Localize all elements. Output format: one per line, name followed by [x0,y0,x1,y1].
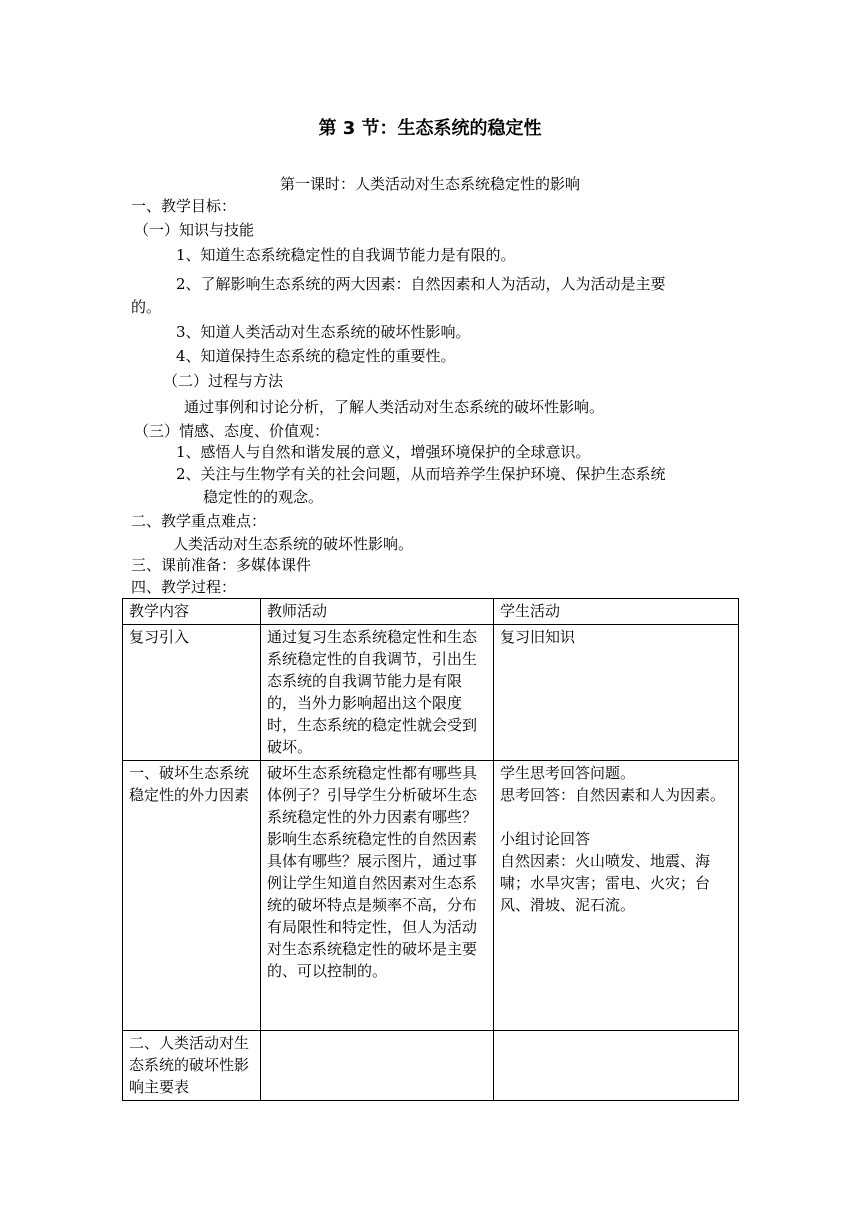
row-1-content: 复习引入 [123,625,261,761]
knowledge-item-2-line-2: 的。 [131,298,162,316]
values-item-2-line-1: 2、关注与生物学有关的社会问题，从而培养学生保护环境、保护生态系统 [176,465,666,483]
row-3-content: 二、人类活动对生态系统的破坏性影响主要表 [123,1031,261,1101]
row-2-student-paragraph-4: 自然因素：火山喷发、地震、海啸；水旱灾害；雷电、火灾；台风、滑坡、泥石流。 [500,852,711,914]
section-1-subheading-process: （二）过程与方法 [163,372,284,390]
row-2-teacher-paragraph-2: 影响生态系统稳定性的自然因素具体有哪些？展示图片，通过事例让学生知道自然因素对生态系统的破坏特点是频率不高，分布有局限性和特定性，但人为活动对生态系统稳定性的破坏是主要的、可以控制的。 [267,830,478,980]
section-1-subheading-knowledge: （一）知识与技能 [134,221,255,239]
table-header-row [123,599,739,625]
row-1-student: 复习旧知识 [494,625,739,761]
table-row [123,761,739,1031]
knowledge-item-3: 3、知道人类活动对生态系统的破坏性影响。 [176,323,471,341]
row-3-student [494,1031,739,1101]
lesson-subtitle: 第一课时：人类活动对生态系统稳定性的影响 [279,175,580,193]
process-text: 通过事例和讨论分析，了解人类活动对生态系统的破坏性影响。 [184,398,605,416]
row-2-student-paragraph-2: 思考回答：自然因素和人为因素。 [500,786,726,804]
header-student-activity: 学生活动 [494,599,739,625]
row-3-teacher [261,1031,494,1101]
values-item-1: 1、感悟人与自然和谐发展的意义，增强环境保护的全球意识。 [176,443,591,461]
row-1-teacher: 通过复习生态系统稳定性和生态系统稳定性的自我调节，引出生态系统的自我调节能力是有限的，当外力影响超出这个限度时，生态系统的稳定性就会受到破坏。 [261,625,494,761]
header-teaching-content: 教学内容 [123,599,261,625]
section-2-heading: 二、教学重点难点： [131,512,267,530]
section-1-heading: 一、教学目标： [131,197,237,215]
section-3-heading: 三、课前准备：多媒体课件 [131,556,312,574]
row-2-student-paragraph-3: 小组讨论回答 [500,830,591,848]
section-4-heading: 四、教学过程： [131,578,237,596]
row-2-teacher [261,761,494,1031]
paragraph-gap [500,806,732,828]
row-2-content: 一、破坏生态系统稳定性的外力因素 [123,761,261,1031]
knowledge-item-2-line-1: 2、了解影响生态系统的两大因素：自然因素和人为活动，人为活动是主要 [176,275,666,293]
table-row [123,625,739,761]
teaching-process-table [122,598,739,1101]
row-2-teacher-paragraph-1: 破坏生态系统稳定性都有哪些具体例子？引导学生分析破坏生态系统稳定性的外力因素有哪些？ [267,764,478,826]
knowledge-item-4: 4、知道保持生态系统的稳定性的重要性。 [176,347,456,365]
section-1-subheading-values: （三）情感、态度、价值观： [134,422,330,440]
section-2-text: 人类活动对生态系统的破坏性影响。 [173,535,414,553]
document-title: 第 3 节：生态系统的稳定性 [318,118,542,139]
knowledge-item-1: 1、知道生态系统稳定性的自我调节能力是有限的。 [176,246,516,264]
header-teacher-activity: 教师活动 [261,599,494,625]
table-row [123,1031,739,1101]
row-2-student-paragraph-1: 学生思考回答问题。 [500,764,636,782]
values-item-2-line-2: 稳定性的的观念。 [203,488,324,506]
row-2-student [494,761,739,1031]
